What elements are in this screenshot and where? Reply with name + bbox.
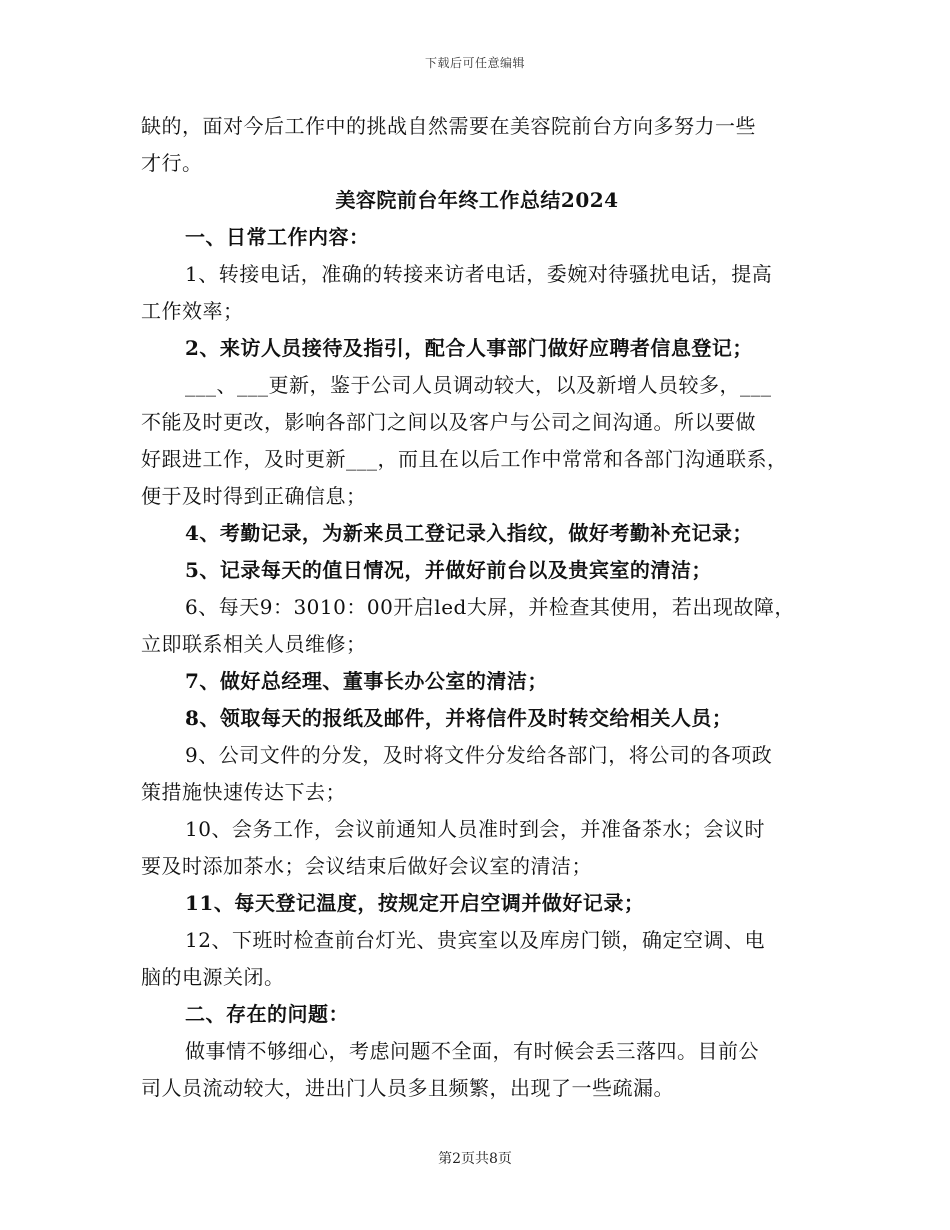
paragraph-line: 做事情不够细心，考虑问题不全面，有时候会丢三落四。目前公 (185, 1039, 759, 1063)
section-heading-line: 一、日常工作内容： (185, 225, 370, 249)
paragraph-line: 策措施快速传达下去； (141, 780, 346, 804)
paragraph-line: 6、每天9：3010：00开启led大屏，并检查其使用，若出现故障， (185, 595, 795, 619)
paragraph-line: 脑的电源关闭。 (141, 965, 285, 989)
paragraph-line: 立即联系相关人员维修； (141, 632, 367, 656)
paragraph-line: 1、转接电话，准确的转接来访者电话，委婉对待骚扰电话，提高 (185, 262, 773, 286)
section-heading-line: 5、记录每天的值日情况，并做好前台以及贵宾室的清洁； (185, 558, 712, 582)
section-heading-line: 11、每天登记温度，按规定开启空调并做好记录； (185, 891, 645, 915)
section-heading-line: 二、存在的问题： (185, 1002, 349, 1026)
paragraph-line: 才行。 (141, 151, 203, 175)
page-footer: 第2页共8页 (438, 1151, 512, 1167)
document-title: 美容院前台年终工作总结2024 (335, 188, 619, 212)
paragraph-line: 10、会务工作，会议前通知人员准时到会，并准备茶水；会议时 (185, 817, 765, 841)
paragraph-line: ___、___更新，鉴于公司人员调动较大，以及新增人员较多，___ (185, 373, 772, 397)
section-heading-line: 2、来访人员接待及指引，配合人事部门做好应聘者信息登记； (185, 336, 753, 360)
section-heading-line: 7、做好总经理、董事长办公室的清洁； (185, 669, 548, 693)
paragraph-line: 12、下班时检查前台灯光、贵宾室以及库房门锁，确定空调、电 (185, 928, 765, 952)
page-header: 下载后可任意编辑 (424, 56, 525, 70)
paragraph-line: 缺的，面对今后工作中的挑战自然需要在美容院前台方向多努力一些 (141, 114, 756, 138)
paragraph-line: 好跟进工作，及时更新___，而且在以后工作中常常和各部门沟通联系， (141, 447, 788, 471)
section-heading-line: 8、领取每天的报纸及邮件，并将信件及时转交给相关人员； (185, 706, 733, 730)
paragraph-line: 便于及时得到正确信息； (141, 484, 367, 508)
document-body (141, 108, 813, 1107)
paragraph-line: 不能及时更改，影响各部门之间以及客户与公司之间沟通。所以要做 (141, 410, 756, 434)
section-heading-line: 4、考勤记录，为新来员工登记录入指纹，做好考勤补充记录； (185, 521, 753, 545)
paragraph-line: 9、公司文件的分发，及时将文件分发给各部门，将公司的各项政 (185, 743, 773, 767)
paragraph-line: 司人员流动较大，进出门人员多且频繁，出现了一些疏漏。 (141, 1076, 674, 1100)
paragraph-line: 要及时添加茶水；会议结束后做好会议室的清洁； (141, 854, 592, 878)
paragraph-line: 工作效率； (141, 299, 244, 323)
